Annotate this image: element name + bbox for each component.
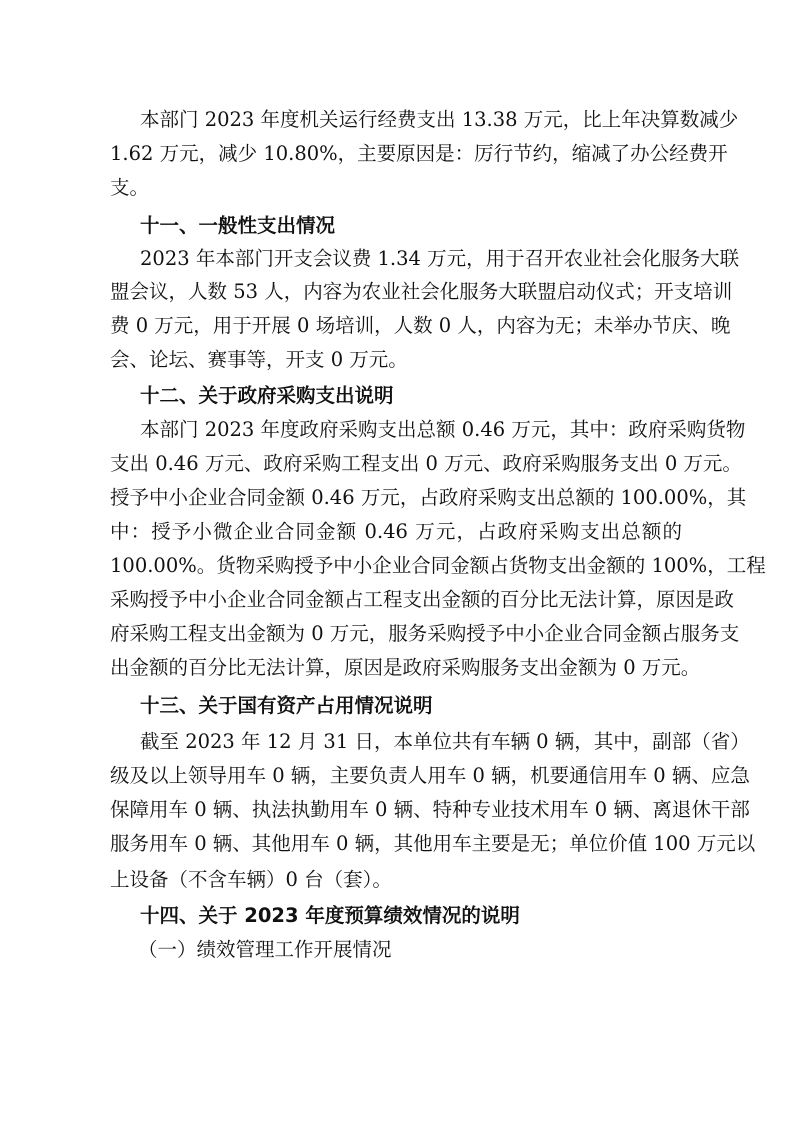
text-line: 中：授予小微企业合同金额 0.46 万元，占政府采购支出总额的 bbox=[110, 520, 682, 543]
text-line: 保障用车 0 辆、执法执勤用车 0 辆、特种专业技术用车 0 辆、离退休干部 bbox=[110, 798, 750, 821]
text-line: 2023 年本部门开支会议费 1.34 万元，用于召开农业社会化服务大联 bbox=[140, 247, 740, 270]
text-line: 采购授予中小企业合同金额占工程支出金额的百分比无法计算，原因是政 bbox=[110, 588, 735, 611]
text-line: 授予中小企业合同金额 0.46 万元，占政府采购支出总额的 100.00%，其 bbox=[110, 486, 747, 509]
text-line: 盟会议，人数 53 人，内容为农业社会化服务大联盟启动仪式；开支培训 bbox=[110, 280, 733, 303]
text-line: 本部门 2023 年度政府采购支出总额 0.46 万元，其中：政府采购货物 bbox=[140, 418, 746, 441]
text-line: 100.00%。货物采购授予中小企业合同金额占货物支出金额的 100%，工程 bbox=[110, 554, 766, 577]
text-line: 服务用车 0 辆、其他用车 0 辆，其他用车主要是无；单位价值 100 万元以 bbox=[110, 832, 756, 855]
text-line: 1.62 万元，减少 10.80%，主要原因是：厉行节约，缩减了办公经费开 bbox=[110, 142, 728, 165]
section-heading-12: 十二、关于政府采购支出说明 bbox=[140, 384, 394, 407]
text-line: 费 0 万元，用于开展 0 场培训，人数 0 人，内容为无；未举办节庆、晚 bbox=[110, 314, 731, 337]
section-heading-14: 十四、关于 2023 年度预算绩效情况的说明 bbox=[140, 904, 520, 927]
text-line: 府采购工程支出金额为 0 万元，服务采购授予中小企业合同金额占服务支 bbox=[110, 622, 740, 645]
text-line: 支出 0.46 万元、政府采购工程支出 0 万元、政府采购服务支出 0 万元。 bbox=[110, 452, 742, 475]
subsection-heading: （一）绩效管理工作开展情况 bbox=[138, 938, 392, 961]
text-line: 会、论坛、赛事等，开支 0 万元。 bbox=[110, 348, 408, 371]
section-heading-13: 十三、关于国有资产占用情况说明 bbox=[140, 694, 433, 717]
text-line: 本部门 2023 年度机关运行经费支出 13.38 万元，比上年决算数减少 bbox=[140, 108, 739, 131]
text-line: 上设备（不含车辆）0 台（套）。 bbox=[110, 868, 392, 891]
text-line: 出金额的百分比无法计算，原因是政府采购服务支出金额为 0 万元。 bbox=[110, 656, 701, 679]
text-line: 级及以上领导用车 0 辆，主要负责人用车 0 辆，机要通信用车 0 辆、应急 bbox=[110, 764, 750, 787]
text-line: 支。 bbox=[110, 176, 150, 199]
section-heading-11: 十一、一般性支出情况 bbox=[140, 214, 336, 237]
text-line: 截至 2023 年 12 月 31 日，本单位共有车辆 0 辆，其中，副部（省） bbox=[140, 730, 750, 753]
